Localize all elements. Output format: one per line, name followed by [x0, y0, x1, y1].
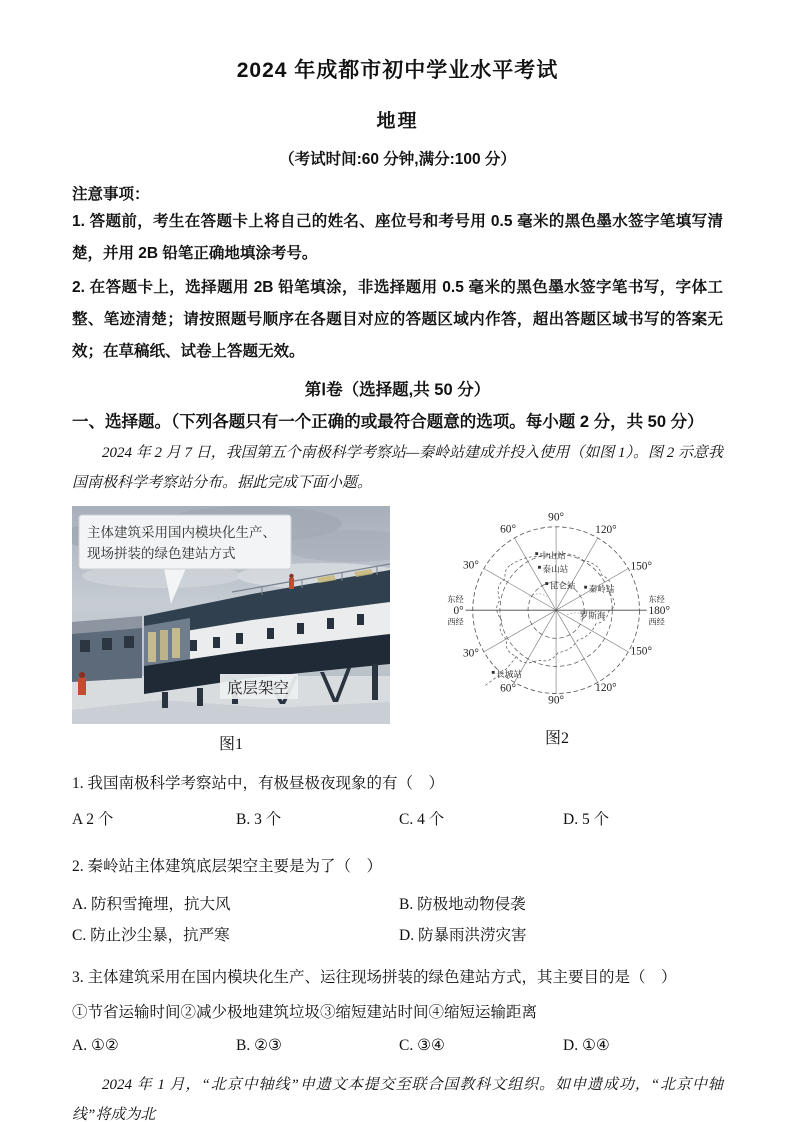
- label-30-left: 30°: [463, 559, 479, 572]
- callout-text-line1: 主体建筑采用国内模块化生产、: [87, 525, 276, 540]
- q3-option-c: C. ③④: [399, 1037, 445, 1054]
- label-90-bottom: 90°: [548, 694, 565, 707]
- section-1-heading: 第Ⅰ卷（选择题,共 50 分）: [304, 381, 491, 399]
- q1-option-a: A 2 个: [72, 811, 114, 828]
- station-marker: [545, 582, 548, 585]
- station-changcheng: 长城站: [496, 669, 523, 680]
- lit-window: [160, 630, 168, 660]
- lit-window: [172, 628, 180, 658]
- q1-option-b: B. 3 个: [236, 811, 282, 828]
- station-marker: [492, 671, 495, 674]
- window: [327, 618, 334, 629]
- question-1: 1. 我国南极科学考察站中，有极昼极夜现象的有（ ）: [72, 775, 445, 792]
- label-60-bottomleft: 60°: [500, 682, 516, 695]
- station-marker: [535, 552, 538, 555]
- window: [190, 640, 197, 651]
- station-qinling: 秦岭站: [588, 584, 615, 595]
- multiple-choice-heading: 一、选择题。（下列各题只有一个正确的或最符合题意的选项。每小题 2 分，共 50 分）: [72, 413, 704, 431]
- question-2: 2. 秦岭站主体建筑底层架空主要是为了（ ）: [72, 858, 383, 875]
- antarctic-map: [406, 506, 708, 718]
- q3-option-d: D. ①④: [563, 1037, 610, 1054]
- q1-option-c: C. 4 个: [399, 811, 445, 828]
- page-title: 2024 年成都市初中学业水平考试: [236, 59, 559, 82]
- label-150-lowright: 150°: [630, 645, 653, 658]
- window: [297, 623, 304, 634]
- person-on-ground: [78, 678, 86, 695]
- callout-text-line2: 现场拼装的绿色建站方式: [87, 546, 236, 561]
- question-2-options: [72, 889, 723, 951]
- station-zhongshan: 中山站: [539, 550, 566, 561]
- label-120-bottomright: 120°: [595, 681, 617, 694]
- label-60-topleft: 60°: [500, 523, 516, 536]
- label-150-right: 150°: [630, 560, 653, 573]
- window: [213, 637, 220, 648]
- q2-option-a: A. 防积雪掩埋，抗大风: [72, 896, 231, 913]
- station-marker: [538, 566, 541, 569]
- window: [102, 638, 112, 650]
- person-on-roof: [289, 578, 294, 589]
- notice-heading: 注意事项：: [72, 186, 150, 203]
- person-head: [79, 672, 85, 678]
- station-marker: [584, 586, 587, 589]
- figure-2-caption: 图2: [544, 730, 569, 747]
- q2-option-c: C. 防止沙尘暴，抗严寒: [72, 927, 230, 944]
- label-west-right: 西经: [648, 617, 665, 627]
- subject-title: 地理: [376, 111, 419, 132]
- figure-1-caption: 图1: [218, 736, 243, 753]
- label-30-lowleft: 30°: [463, 647, 479, 660]
- label-180: 180°: [648, 604, 671, 617]
- label-east-left: 东经: [447, 595, 464, 605]
- scenario-antarctic: 2024 年 2 月 7 日，我国第五个南极科学考察站—秦岭站建成并投入使用（如图 1）。图 2 示意我国南极科学考察站分布。据此完成下面小题。: [72, 445, 723, 491]
- sea-label-ross: 罗斯海: [579, 610, 606, 621]
- degree-labels: [463, 511, 652, 706]
- station-taishan: 泰山站: [542, 564, 569, 575]
- q1-option-d: D. 5 个: [563, 811, 610, 828]
- scenario-beijing-axis: 2024 年 1 月，“北京中轴线”申遗文本提交至联合国教科文组织。如申遗成功，“北京中轴线”将成为北: [72, 1077, 723, 1122]
- stilt: [372, 664, 378, 700]
- q2-option-d: D. 防暴雨洪涝灾害: [399, 927, 527, 944]
- window: [267, 628, 274, 639]
- notice-item-2: 2. 在答题卡上，选择题用 2B 铅笔填涂，非选择题用 0.5 毫米的黑色墨水签字笔书写，字体工整、笔迹清楚；请按照题号顺序在各题目对应的答题区域内作答，超出答题区域书写的答案无效；在草稿纸、试卷上答题无效。: [72, 279, 723, 360]
- figure-1: [72, 506, 390, 754]
- window: [357, 614, 364, 625]
- question-3-numbered-items: ①节省运输时间②减少极地建筑垃圾③缩短建站时间④缩短运输距离: [72, 1004, 538, 1021]
- q3-option-b: B. ②③: [236, 1037, 282, 1054]
- label-east-right: 东经: [648, 595, 665, 605]
- label-west-left: 西经: [447, 617, 464, 627]
- notice-item-1: 1. 答题前，考生在答题卡上将自己的姓名、座位号和考号用 0.5 毫米的黑色墨水签字笔填写清楚，并用 2B 铅笔正确地填涂考号。: [72, 213, 723, 262]
- exam-time-info: （考试时间:60 分钟,满分:100 分）: [279, 151, 516, 168]
- label-0: 0°: [453, 604, 464, 617]
- pilotis-label: 底层架空: [227, 680, 290, 697]
- window: [80, 640, 90, 652]
- person-head: [289, 574, 293, 578]
- stilt: [197, 688, 203, 706]
- station-kunlun: 昆仑站: [549, 580, 576, 591]
- question-1-options: [72, 807, 723, 829]
- q3-option-a: A. ①②: [72, 1037, 119, 1054]
- label-120-topright: 120°: [595, 524, 617, 537]
- window: [124, 636, 134, 648]
- figure-2: [406, 506, 708, 748]
- figure-row: [72, 506, 723, 754]
- window: [236, 633, 243, 644]
- lit-window: [148, 632, 156, 662]
- question-3: 3. 主体建筑采用在国内模块化生产、运往现场拼装的绿色建站方式，其主要目的是（ ）: [72, 969, 677, 986]
- stilt: [162, 692, 168, 708]
- label-90-top: 90°: [548, 511, 565, 524]
- question-3-options: [72, 1036, 723, 1055]
- station-photo: [72, 506, 390, 724]
- q2-option-b: B. 防极地动物侵袭: [399, 896, 526, 913]
